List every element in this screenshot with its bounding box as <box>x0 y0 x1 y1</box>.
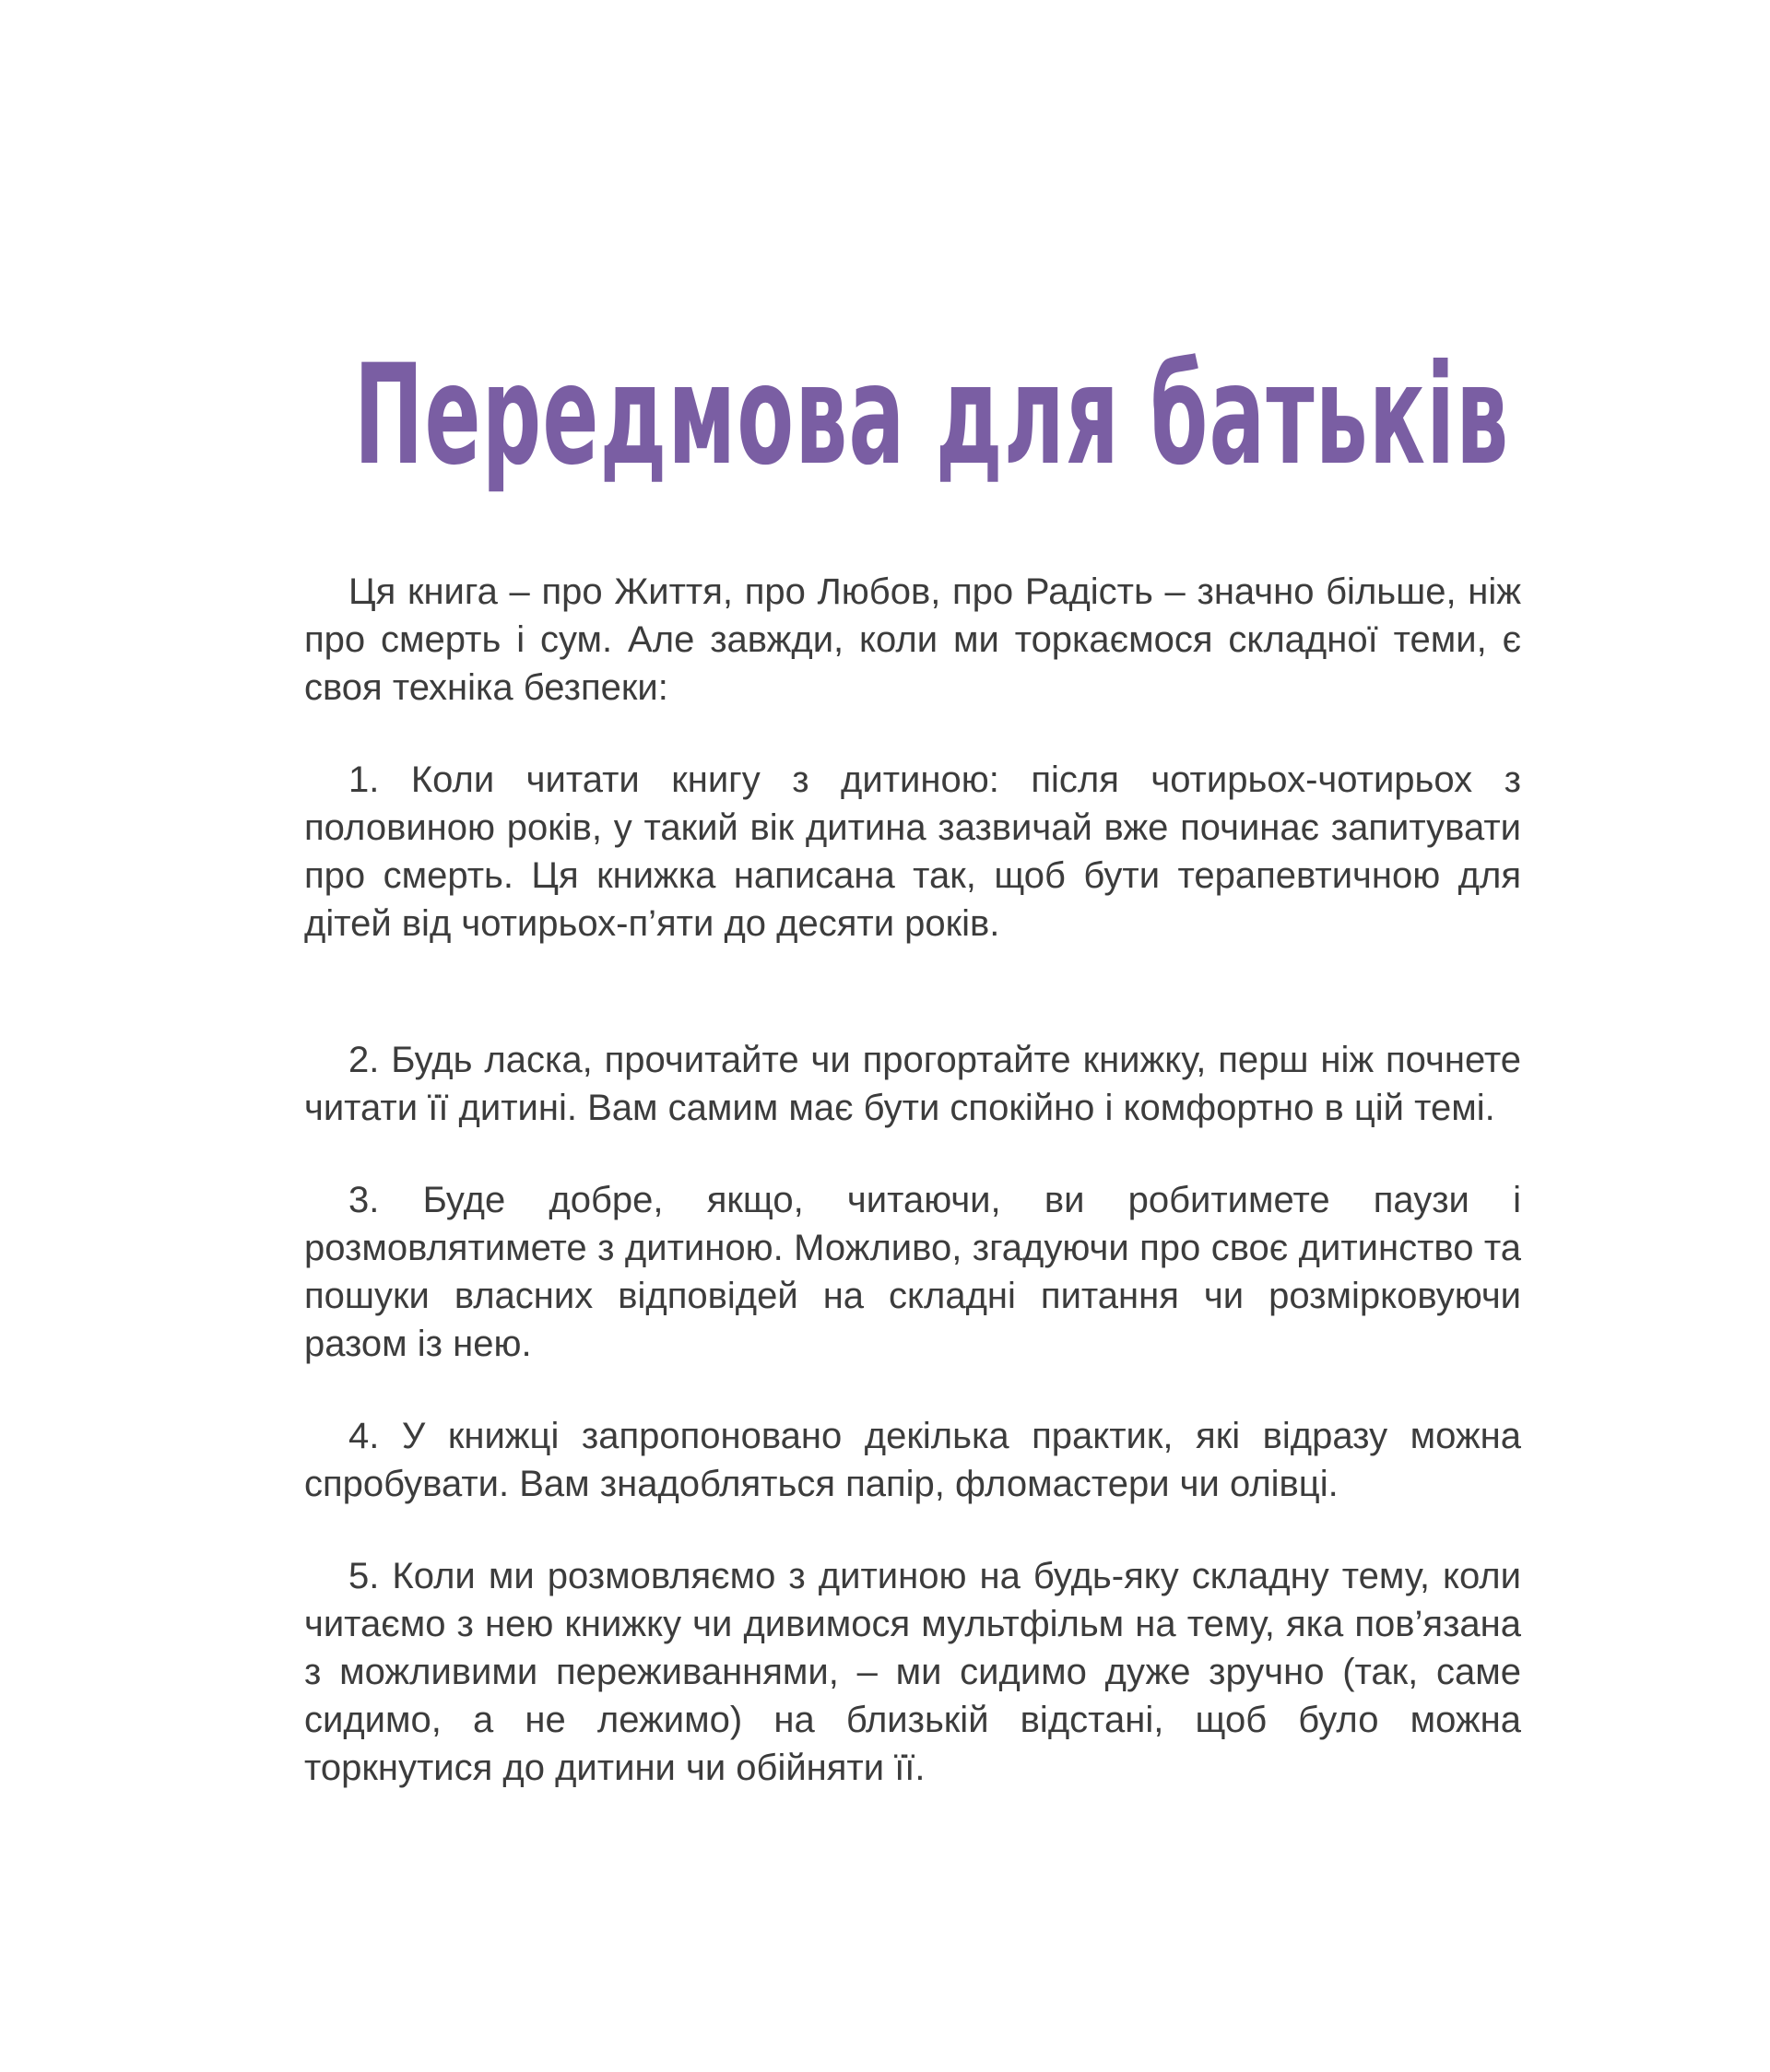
list-item-4: 4. У книжці запропоновано декілька практик, які відразу можна спробувати. Вам знадобляться папір, фломастери чи олівці. <box>304 1416 1521 1504</box>
list-item-3: 3. Буде добре, якщо, читаючи, ви робитимете паузи і розмовлятимете з дитиною. Можливо, згадуючи про своє дитинство та пошуки власних відповідей на складні питання чи розмірковуючи разом із нею. <box>304 1180 1521 1364</box>
intro-paragraph: Ця книга – про Життя, про Любов, про Радість – значно більше, ніж про смерть і сум. Але завжди, коли ми торкаємося складної теми, є своя техніка безпеки: <box>304 571 1521 708</box>
list-item-1: 1. Коли читати книгу з дитиною: після чотирьох-чотирьох з половиною років, у такий вік дитина зазвичай вже починає запитувати про смерть. Ця книжка написана так, щоб бути терапевтичною для дітей від чотирьох-п’яти до десяти років. <box>304 759 1521 944</box>
list-item-5: 5. Коли ми розмовляємо з дитиною на будь-яку складну тему, коли читаємо з нею книжку чи дивимося мультфільм на тему, яка пов’язана з можливими переживаннями, – ми сидимо дуже зручно (так, саме сидимо, а не лежимо) на близькій відстані, щоб було можна торкнутися до дитини чи обійняти її. <box>304 1556 1521 1788</box>
list-item-2: 2. Будь ласка, прочитайте чи прогортайте книжку, перш ніж почнете читати її дитині. Вам самим має бути спокійно і комфортно в цій темі. <box>304 1040 1521 1128</box>
body-text <box>304 568 1521 1792</box>
page-title: Передмова для батьків <box>354 335 1510 496</box>
